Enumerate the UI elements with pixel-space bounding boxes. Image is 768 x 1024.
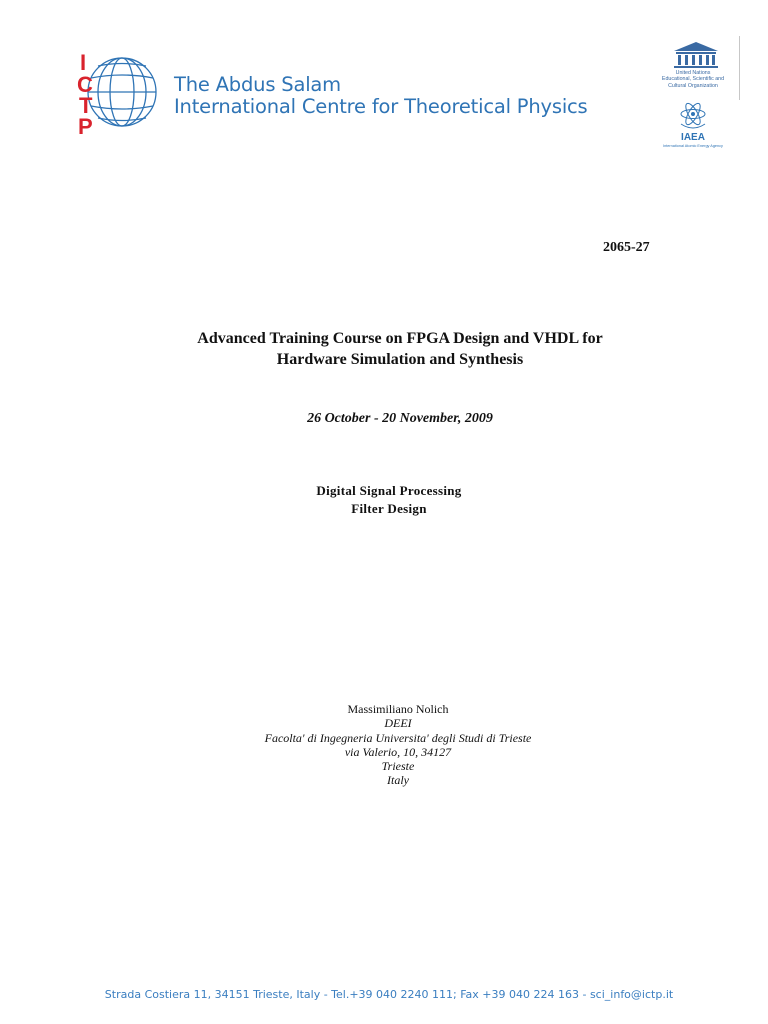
- lecture-title-line2: Filter Design: [351, 501, 427, 516]
- logo-letter: T: [79, 93, 93, 118]
- document-number: 2065-27: [603, 240, 650, 255]
- org-name-line2: International Centre for Theoretical Physics: [174, 95, 588, 118]
- course-title-line1: Advanced Training Course on FPGA Design and VHDL for: [197, 330, 603, 347]
- affiliation-line: Italy: [387, 773, 409, 788]
- footer-address: Strada Costiera 11, 34151 Trieste, Italy - Tel.+39 040 2240 111; Fax +39 040 224 163 - sci_info@ictp.it: [104, 988, 674, 1001]
- org-name-line1: The Abdus Salam: [174, 73, 341, 96]
- unesco-line: Educational, Scientific and: [661, 76, 725, 83]
- unesco-line: Cultural Organization: [668, 82, 718, 89]
- unesco-temple-icon: [668, 40, 724, 70]
- affiliation-line: via Valerio, 10, 34127: [344, 744, 452, 759]
- course-dates: 26 October - 20 November, 2009: [307, 411, 493, 426]
- lecture-title-line1: Digital Signal Processing: [316, 483, 462, 498]
- course-title-line2: Hardware Simulation and Synthesis: [276, 351, 524, 368]
- course-title: [0, 328, 768, 370]
- partner-logos: [650, 34, 742, 154]
- author-block: [0, 702, 768, 788]
- logo-letter: I: [80, 50, 87, 75]
- affiliation-line: DEEI: [384, 716, 412, 731]
- ictp-letters: [77, 50, 93, 138]
- logo-letter: P: [78, 114, 93, 138]
- logo-letter: C: [77, 72, 93, 97]
- author-name: Massimiliano Nolich: [347, 702, 449, 716]
- affiliation-line: Facolta' di Ingegneria Universita' degli Studi di Trieste: [264, 730, 532, 745]
- letterhead: [0, 0, 768, 160]
- unesco-text: [650, 70, 736, 89]
- unesco-line: United Nations: [675, 70, 711, 76]
- organization-name: [174, 74, 588, 118]
- ictp-globe-logo: [76, 50, 162, 138]
- iaea-atom-icon: [678, 98, 708, 136]
- affiliation-line: Trieste: [381, 759, 415, 774]
- iaea-acronym: IAEA: [681, 132, 705, 143]
- iaea-full-name: International Atomic Energy Agency: [663, 144, 723, 148]
- lecture-title: [0, 482, 768, 518]
